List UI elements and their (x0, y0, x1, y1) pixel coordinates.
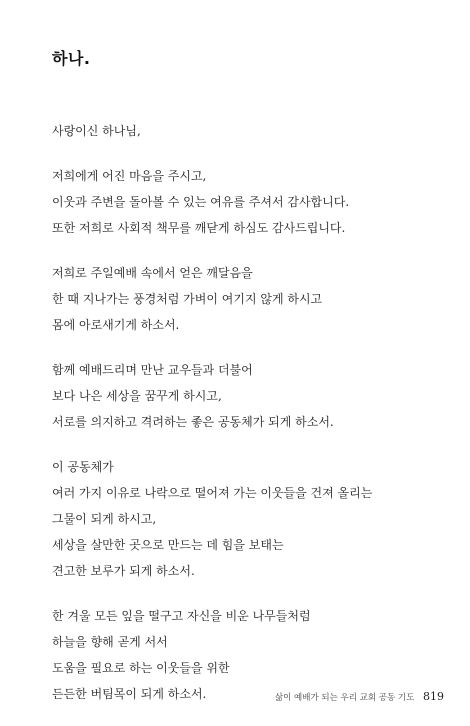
prayer-line: 그물이 되게 하시고, (52, 512, 157, 526)
prayer-line: 몸에 아로새기게 하소서. (52, 318, 180, 332)
prayer-line: 저희에게 어진 마음을 주시고, (52, 169, 207, 183)
prayer-stanza (52, 163, 452, 241)
prayer-line: 또한 저희로 사회적 책무를 깨닫게 하심도 감사드립니다. (52, 221, 346, 235)
prayer-stanza (52, 454, 452, 584)
prayer-line: 하늘을 향해 곧게 서서 (52, 635, 168, 649)
prayer-line: 이웃과 주변을 돌아볼 수 있는 여유를 주셔서 감사합니다. (52, 195, 350, 209)
prayer-line: 도움을 필요로 하는 이웃들을 위한 (52, 661, 230, 675)
page-footer (275, 690, 444, 703)
prayer-line: 함께 예배드리며 만난 교우들과 더불어 (52, 363, 253, 377)
prayer-line: 든든한 버팀목이 되게 하소서. (52, 687, 207, 701)
prayer-line: 이 공동체가 (52, 460, 114, 474)
page-number: 819 (423, 690, 444, 703)
prayer-stanza (52, 357, 452, 435)
prayer-line: 여러 가지 이유로 나락으로 떨어져 가는 이웃들을 건져 올리는 (52, 486, 373, 500)
running-title: 삶이 예배가 되는 우리 교회 공동 기도 (274, 693, 415, 703)
prayer-line: 세상을 살만한 곳으로 만드는 데 힘을 보태는 (52, 538, 284, 552)
prayer-line: 사랑이신 하나님, (52, 124, 141, 138)
prayer-line: 저희로 주일예배 속에서 얻은 깨달음을 (52, 266, 253, 280)
prayer-stanza (52, 260, 452, 338)
prayer-body (52, 118, 452, 726)
prayer-line: 보다 나은 세상을 꿈꾸게 하시고, (52, 389, 222, 403)
prayer-line: 견고한 보루가 되게 하소서. (52, 564, 195, 578)
prayer-line: 한 겨울 모든 잎을 떨구고 자신을 비운 나무들처럼 (52, 609, 311, 623)
section-heading: 하나. (52, 49, 91, 68)
prayer-line: 한 때 지나가는 풍경처럼 가벼이 여기지 않게 하시고 (52, 292, 323, 306)
prayer-stanza (52, 118, 452, 144)
prayer-line: 서로를 의지하고 격려하는 좋은 공동체가 되게 하소서. (52, 415, 334, 429)
